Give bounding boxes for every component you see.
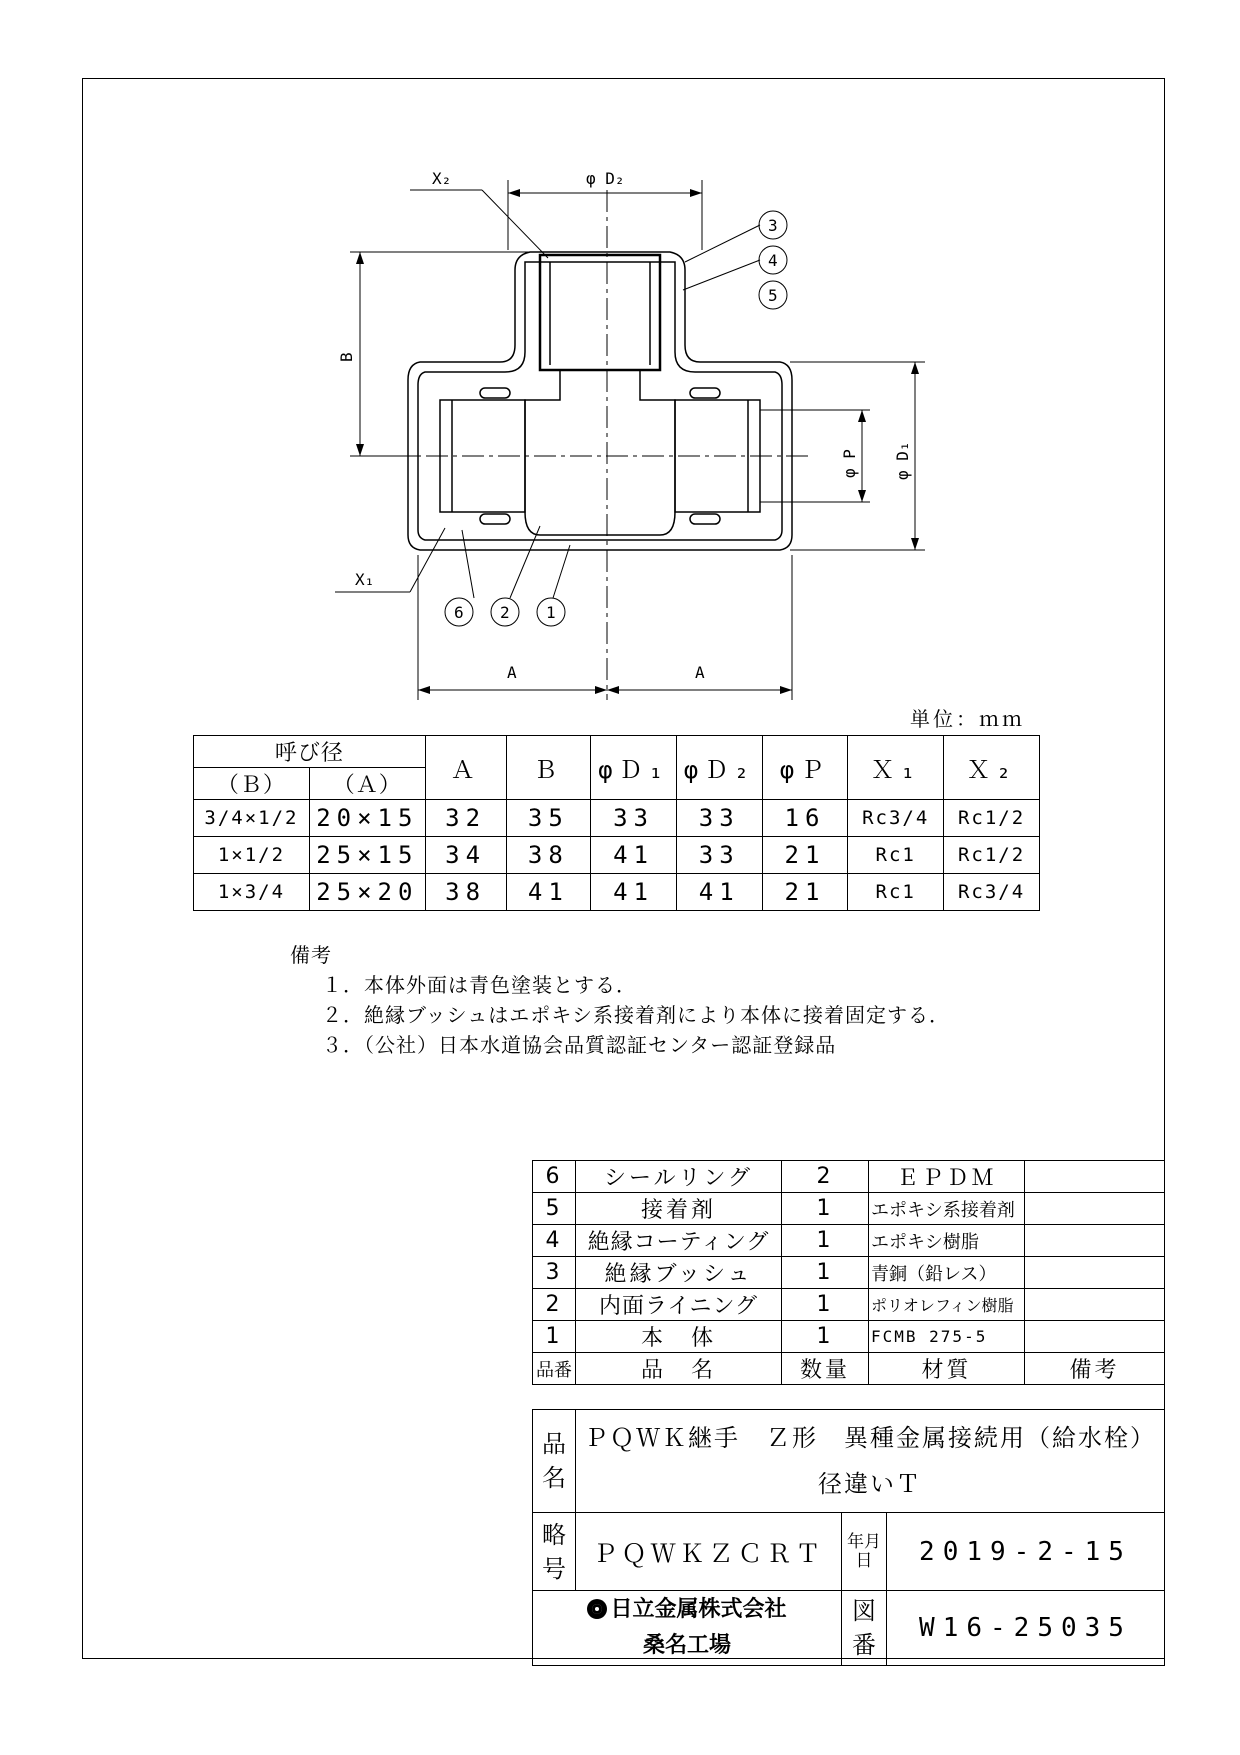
- label-a-right: A: [695, 663, 705, 682]
- table-cell: Rc3/4: [848, 800, 944, 837]
- part-no: 4: [533, 1225, 576, 1257]
- product-name-line2: 径違いＴ: [818, 1470, 922, 1498]
- note-item: １．本体外面は青色塗装とする．: [322, 973, 637, 997]
- header-part-name: 品 名: [576, 1353, 782, 1385]
- label-phi-p: φ P: [840, 449, 859, 478]
- header-part-no: 品番: [533, 1353, 576, 1385]
- col-header-phi-d2: φＤ₂: [676, 736, 762, 800]
- table-cell: 34: [425, 837, 506, 874]
- part-qty: 2: [782, 1161, 869, 1193]
- part-name: シールリング: [576, 1161, 782, 1193]
- part-name: 本 体: [576, 1321, 782, 1353]
- col-header-x1: Ｘ₁: [848, 736, 944, 800]
- hitachi-logo-icon: [587, 1599, 607, 1619]
- part-no: 1: [533, 1321, 576, 1353]
- table-cell: 32: [425, 800, 506, 837]
- table-cell: 21: [762, 874, 848, 911]
- table-cell: 33: [591, 800, 677, 837]
- part-no: 3: [533, 1257, 576, 1289]
- sub-header-a: （Ａ）: [309, 768, 425, 800]
- inner-waterway: [525, 370, 675, 535]
- product-name-label: 品名: [533, 1410, 576, 1513]
- table-cell: 41: [591, 837, 677, 874]
- header-remarks: 備考: [1025, 1353, 1165, 1385]
- table-cell: 41: [676, 874, 762, 911]
- unit-label: 単位：ｍｍ: [910, 707, 1025, 731]
- table-cell: 21: [762, 837, 848, 874]
- bushing-branch: [540, 255, 660, 370]
- table-row: [194, 874, 1040, 911]
- part-qty: 1: [782, 1257, 869, 1289]
- label-b: B: [337, 352, 356, 362]
- table-cell: 20×15: [309, 800, 425, 837]
- table-cell: 3/4×1/2: [194, 800, 310, 837]
- nominal-size-header: 呼び径: [194, 736, 426, 768]
- balloon-3-text: 3: [768, 216, 778, 235]
- company-block: [533, 1591, 842, 1666]
- col-header-x2: Ｘ₂: [944, 736, 1040, 800]
- part-material: FCMB 275-5: [869, 1321, 1025, 1353]
- part-material: ポリオレフィン樹脂: [869, 1289, 1025, 1321]
- table-cell: Rc1: [848, 874, 944, 911]
- balloon-6-text: 6: [454, 603, 464, 622]
- label-phi-d2: φ D₂: [586, 169, 625, 188]
- balloon-1-text: 1: [546, 603, 556, 622]
- label-a-left: A: [507, 663, 517, 682]
- table-row: [533, 1257, 1165, 1289]
- table-row: [533, 1225, 1165, 1257]
- note-item: ２．絶縁ブッシュはエポキシ系接着剤により本体に接着固定する．: [322, 1003, 950, 1027]
- body-outline: [408, 252, 792, 550]
- part-material: 青銅（鉛レス）: [869, 1257, 1025, 1289]
- table-cell: Rc1/2: [944, 837, 1040, 874]
- part-qty: 1: [782, 1193, 869, 1225]
- table-cell: 41: [591, 874, 677, 911]
- balloon-4-text: 4: [768, 251, 778, 270]
- part-name: 内面ライニング: [576, 1289, 782, 1321]
- part-qty: 1: [782, 1321, 869, 1353]
- part-qty: 1: [782, 1225, 869, 1257]
- header-qty: 数量: [782, 1353, 869, 1385]
- part-remarks: [1025, 1257, 1165, 1289]
- note-item: ３．（公社）日本水道協会品質認証センター認証登録品: [322, 1033, 837, 1057]
- label-x1: X₁: [355, 570, 375, 589]
- table-row: [194, 837, 1040, 874]
- label-x2: X₂: [432, 169, 452, 188]
- table-cell: Rc1: [848, 837, 944, 874]
- col-header-phi-p: φＰ: [762, 736, 848, 800]
- parts-header-row: [533, 1353, 1165, 1385]
- col-header-b: Ｂ: [506, 736, 591, 800]
- part-remarks: [1025, 1161, 1165, 1193]
- parts-list: [532, 1160, 1165, 1385]
- sub-header-b: （Ｂ）: [194, 768, 310, 800]
- col-header-a: Ａ: [425, 736, 506, 800]
- part-name: 絶縁ブッシュ: [576, 1257, 782, 1289]
- table-cell: 38: [506, 837, 591, 874]
- table-cell: Rc1/2: [944, 800, 1040, 837]
- part-no: 6: [533, 1161, 576, 1193]
- part-name: 絶縁コーティング: [576, 1225, 782, 1257]
- part-no: 5: [533, 1193, 576, 1225]
- part-name: 接着剤: [576, 1193, 782, 1225]
- part-material: エポキシ樹脂: [869, 1225, 1025, 1257]
- part-no: 2: [533, 1289, 576, 1321]
- table-cell: 41: [506, 874, 591, 911]
- part-remarks: [1025, 1193, 1165, 1225]
- part-qty: 1: [782, 1289, 869, 1321]
- dimension-table: [193, 735, 1040, 911]
- table-cell: 1×3/4: [194, 874, 310, 911]
- code-label: 略号: [533, 1513, 576, 1591]
- part-remarks: [1025, 1321, 1165, 1353]
- tee-fitting-drawing: [0, 0, 1240, 720]
- part-material: ＥＰＤＭ: [869, 1161, 1025, 1193]
- table-cell: 33: [676, 800, 762, 837]
- table-cell: 33: [676, 837, 762, 874]
- company-name: 日立金属株式会社: [610, 1597, 787, 1622]
- part-material: エポキシ系接着剤: [869, 1193, 1025, 1225]
- part-remarks: [1025, 1289, 1165, 1321]
- notes-title: 備考: [290, 943, 332, 967]
- part-remarks: [1025, 1225, 1165, 1257]
- table-cell: 1×1/2: [194, 837, 310, 874]
- header-material: 材質: [869, 1353, 1025, 1385]
- table-cell: Rc3/4: [944, 874, 1040, 911]
- date-value: 2019-2-15: [887, 1513, 1165, 1591]
- table-cell: 16: [762, 800, 848, 837]
- product-name-line1: ＰＱＷＫ継手 Ｚ形 異種金属接続用（給水栓）: [584, 1424, 1156, 1452]
- table-cell: 25×15: [309, 837, 425, 874]
- drawing-number: W16-25035: [887, 1591, 1165, 1666]
- product-name: [576, 1410, 1165, 1513]
- drawing-no-label: 図番: [842, 1591, 887, 1666]
- table-row: [533, 1161, 1165, 1193]
- balloon-5-text: 5: [768, 286, 778, 305]
- body-inner-outline: [418, 262, 782, 540]
- table-row: [533, 1321, 1165, 1353]
- table-cell: 35: [506, 800, 591, 837]
- table-row: [194, 800, 1040, 837]
- table-cell: 25×20: [309, 874, 425, 911]
- notes: [290, 940, 950, 1060]
- table-row: [533, 1193, 1165, 1225]
- factory-name: 桑名工場: [642, 1633, 731, 1658]
- label-phi-d1: φ D₁: [893, 441, 912, 480]
- product-code: ＰＱＷＫＺＣＲＴ: [576, 1513, 842, 1591]
- table-row: [533, 1289, 1165, 1321]
- balloon-2-text: 2: [500, 603, 510, 622]
- col-header-phi-d1: φＤ₁: [591, 736, 677, 800]
- date-label: 年月日: [842, 1513, 887, 1591]
- title-block: [532, 1409, 1165, 1666]
- table-cell: 38: [425, 874, 506, 911]
